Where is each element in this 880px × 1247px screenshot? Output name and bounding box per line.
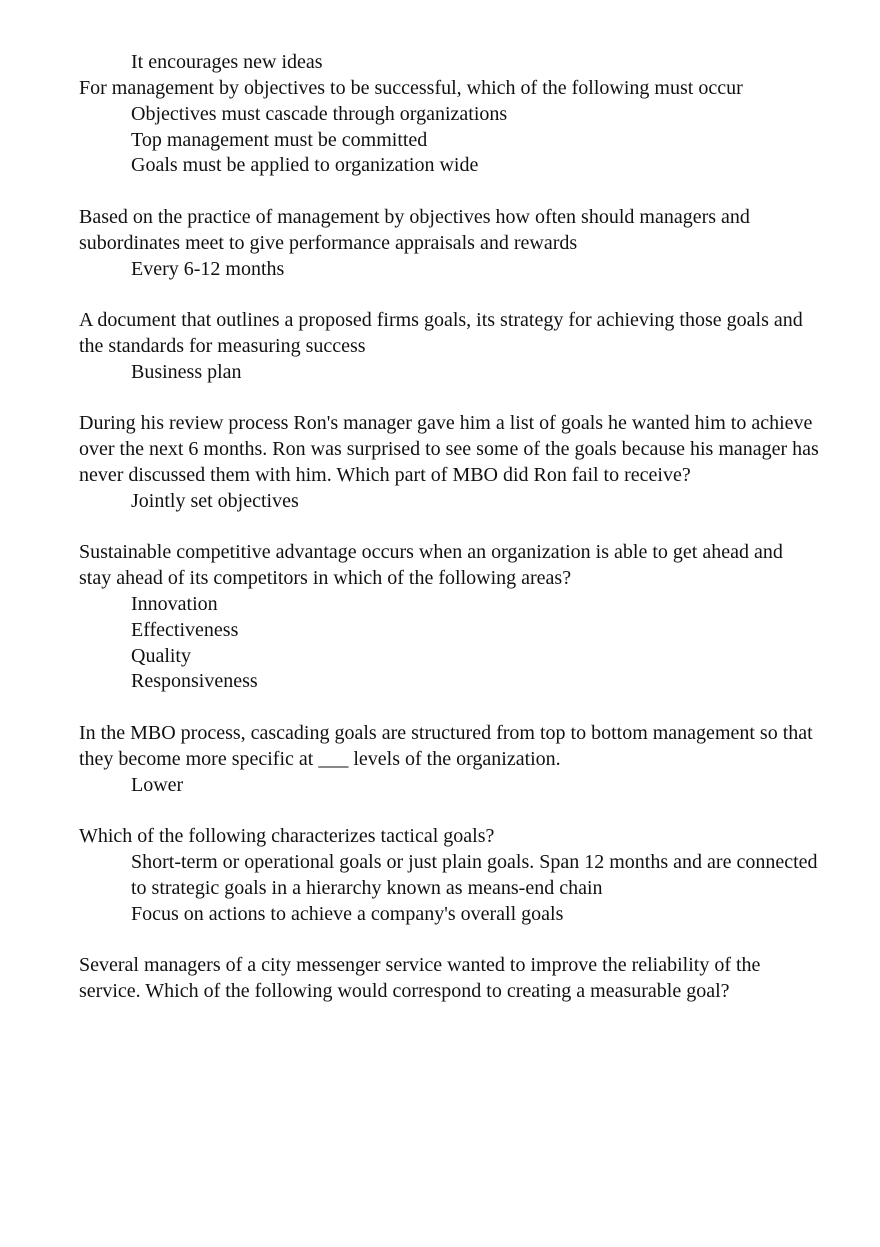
answer-text: Every 6-12 months [131,257,285,280]
qa-block-1 [79,76,819,179]
qa-block-6 [79,721,819,798]
qa-block-3 [79,308,819,385]
answer-text: Innovation [131,592,218,615]
qa-block-4 [79,411,819,514]
answer-text: Top management must be committed [131,128,428,151]
answer-text: Lower [131,773,184,796]
previous-answer-fragment: It encourages new ideas [131,51,323,73]
document-content [79,0,819,1030]
question-text: In the MBO process, cascading goals are structured from top to bottom management so that they become more specific at ___ levels of the organization. [79,721,813,770]
qa-block-5 [79,540,819,695]
answer-text: Jointly set objectives [131,489,299,512]
qa-block-7 [79,824,819,927]
answer-text: Focus on actions to achieve a company's overall goals [131,902,564,925]
answer-text: Business plan [131,360,242,383]
answer-text: Goals must be applied to organization wide [131,154,479,177]
answer-text: Responsiveness [131,670,258,693]
question-text: Based on the practice of management by objectives how often should managers and subordinates meet to give performance appraisals and rewards [79,205,750,254]
question-text: Several managers of a city messenger service wanted to improve the reliability of the service. Which of the following would correspond to creating a measurable goal? [79,954,761,1002]
clipped-previous-answer [79,0,819,76]
question-text: For management by objectives to be successful, which of the following must occur [79,77,743,99]
answer-text: Quality [131,644,191,667]
question-text: Which of the following characterizes tactical goals? [79,825,495,848]
answer-text: Effectiveness [131,618,239,641]
question-text: Sustainable competitive advantage occurs when an organization is able to get ahead and stay ahead of its competitors in which of the following areas? [79,541,783,590]
question-text: During his review process Ron's manager gave him a list of goals he wanted him to achieve over the next 6 months. Ron was surprised to see some of the goals because his manager has never discussed them with him. Which part of MBO did Ron fail to receive? [79,412,819,486]
answer-text: Objectives must cascade through organizations [131,102,508,125]
qa-block-2 [79,205,819,282]
question-text: A document that outlines a proposed firms goals, its strategy for achieving those goals and the standards for measuring success [79,309,803,357]
qa-block-8 [79,953,819,1005]
answer-text: Short-term or operational goals or just plain goals. Span 12 months and are connected to strategic goals in a hierarchy known as means-end chain [131,850,818,899]
